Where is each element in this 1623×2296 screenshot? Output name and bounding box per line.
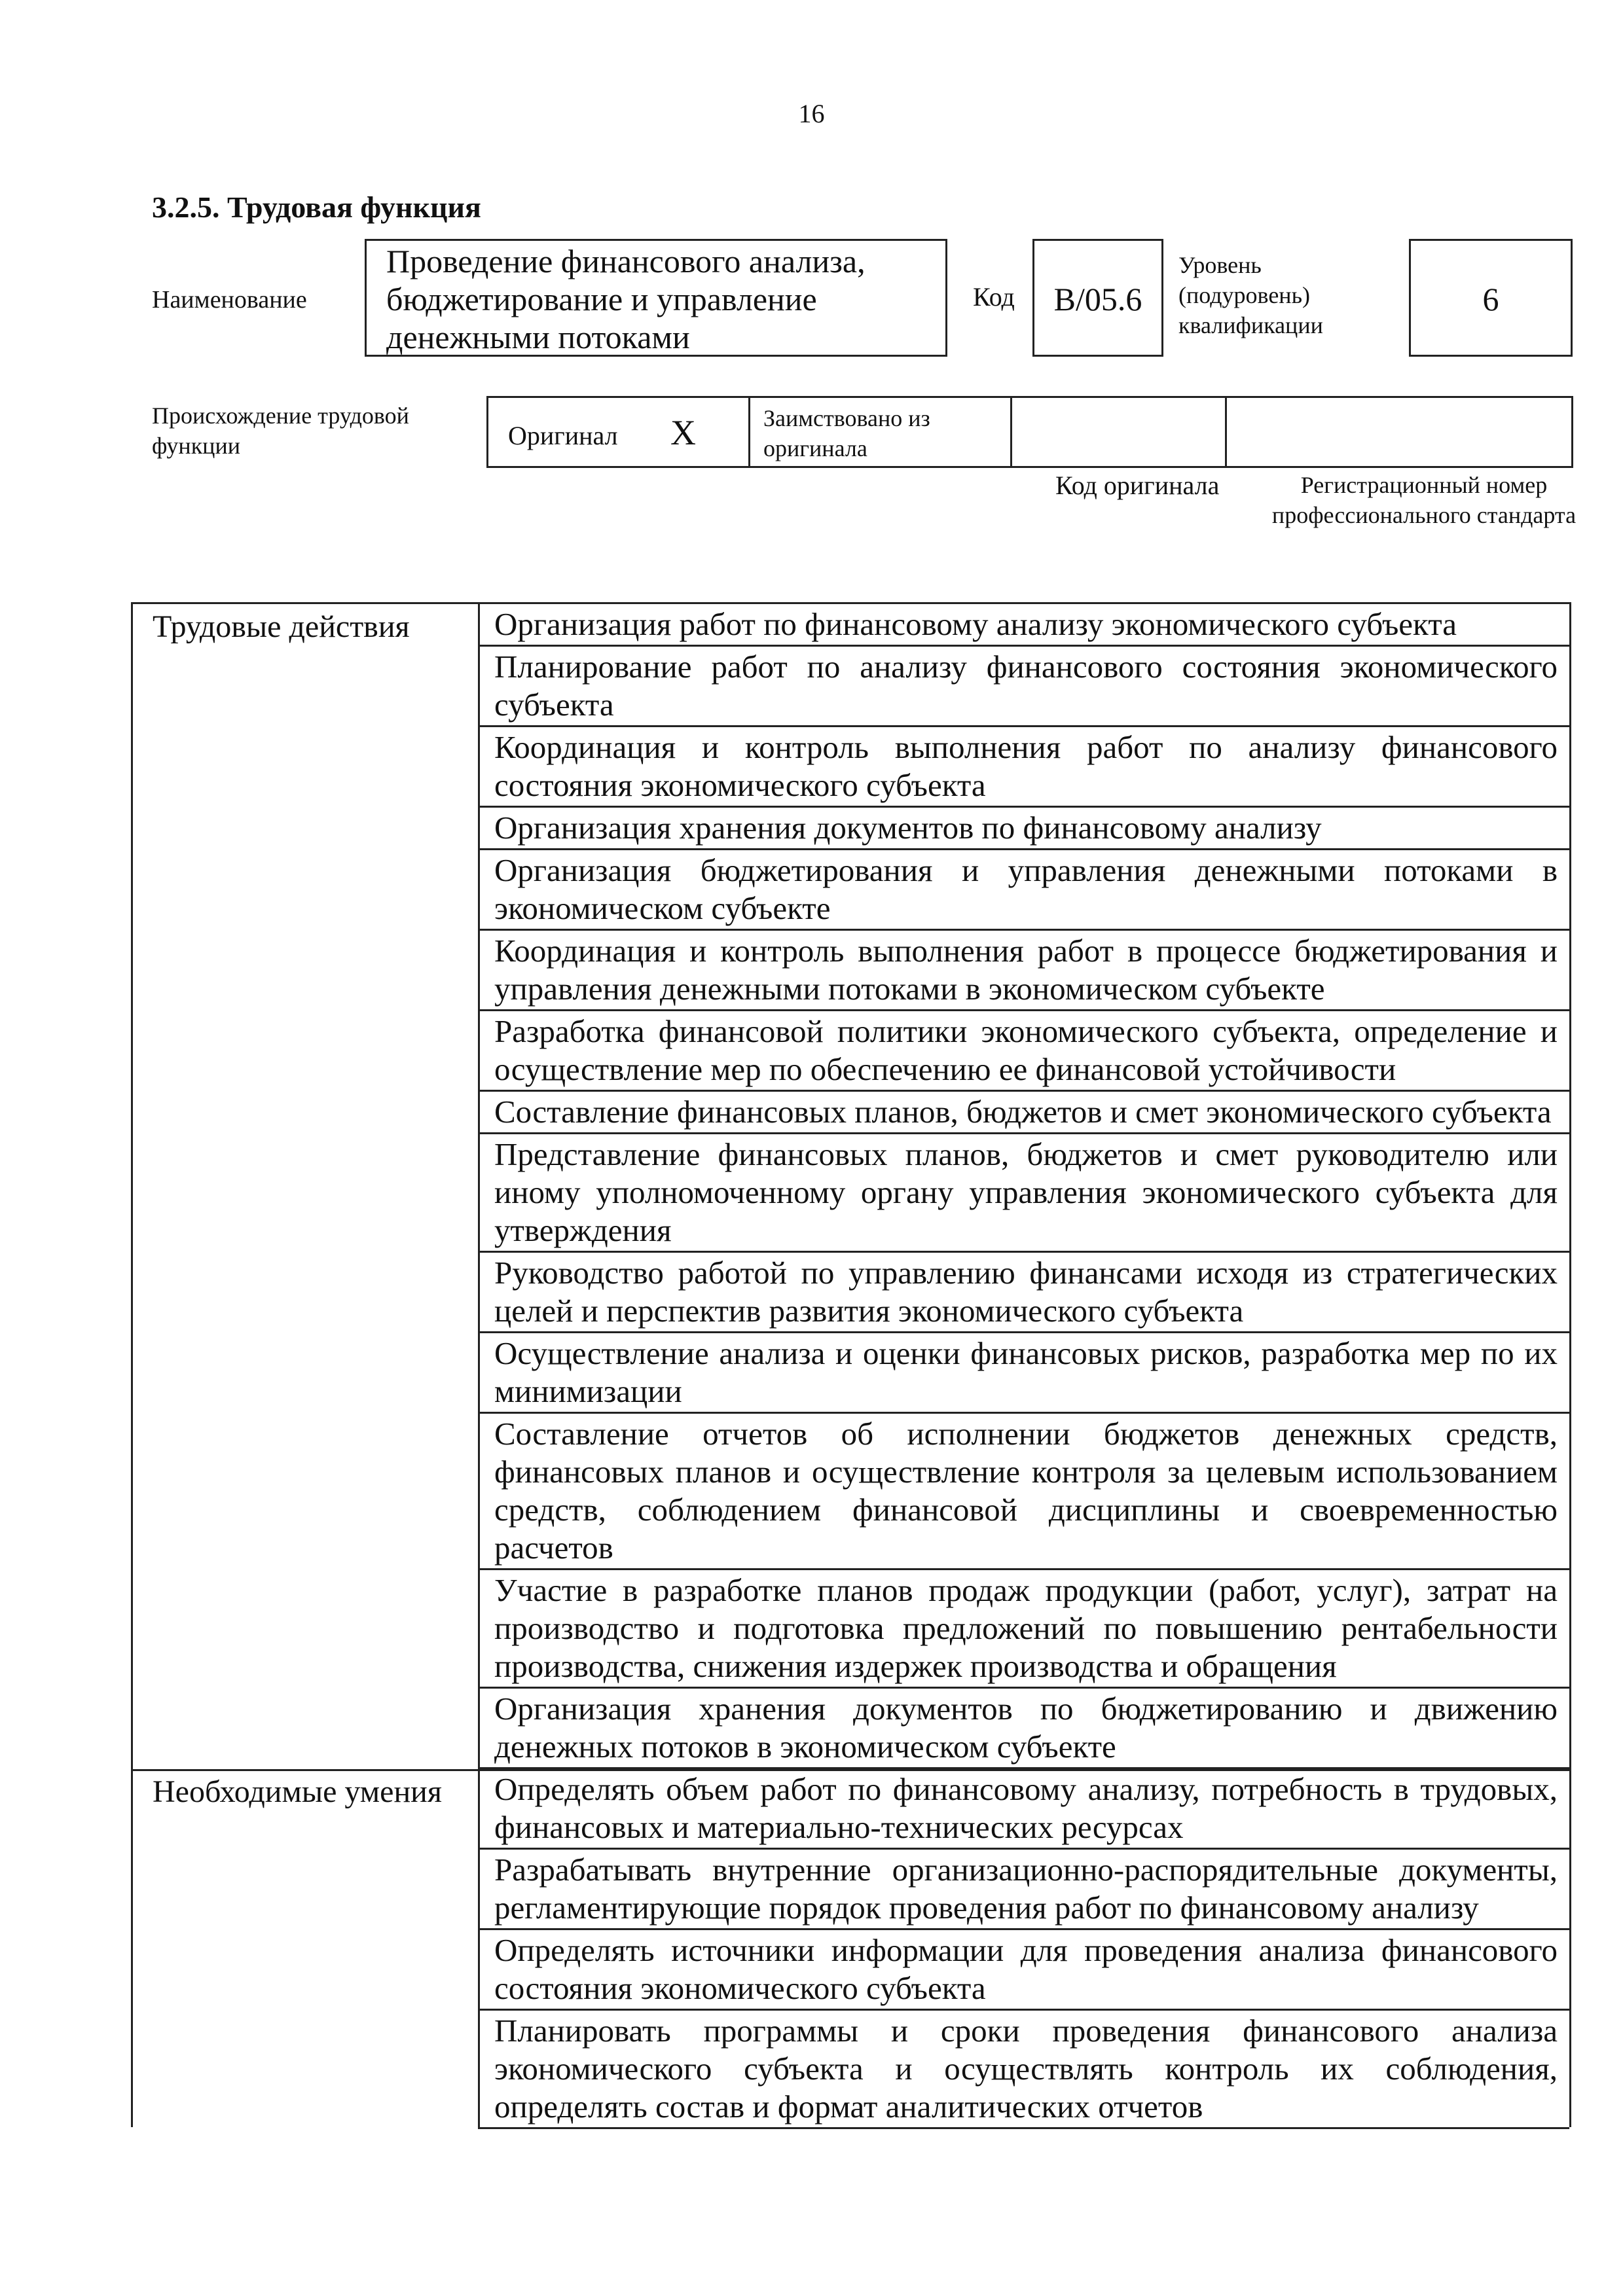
required-skills-list	[480, 1769, 1569, 2129]
labor-action-row: Составление финансовых планов, бюджетов и смет экономического субъекта	[480, 1092, 1569, 1134]
labor-actions-label: Трудовые действия	[153, 609, 410, 644]
level-box	[1409, 239, 1573, 357]
function-code: B/05.6	[1053, 281, 1142, 317]
code-box	[1032, 239, 1163, 357]
skill-row: Определять источники информации для проведения анализа финансового состояния экономического субъекта	[480, 1930, 1569, 2011]
function-name: Проведение финансового анализа, бюджетирование и управление денежными потоками	[386, 243, 866, 355]
page-number: 16	[798, 99, 825, 128]
original-cell	[488, 398, 750, 466]
labor-actions-label-cell	[133, 604, 480, 1769]
skill-row: Планировать программы и сроки проведения финансового анализа экономического субъекта и осуществлять контроль их соблюдения, определять состав и формат аналитических отчетов	[480, 2011, 1569, 2129]
origin-label: Происхождение трудовой функции	[152, 403, 409, 459]
qualification-level: 6	[1482, 281, 1499, 317]
labor-action-row: Организация работ по финансовому анализу экономического субъекта	[480, 604, 1569, 647]
borrowed-label: Заимствовано из оригинала	[763, 405, 930, 461]
level-label: Уровень (подуровень) квалификации	[1178, 252, 1323, 338]
name-label: Наименование	[152, 286, 307, 314]
required-skills-label: Необходимые умения	[153, 1774, 442, 1809]
original-label: Оригинал	[508, 421, 618, 450]
labor-action-row: Руководство работой по управлению финансами исходя из стратегических целей и перспектив развития экономического субъекта	[480, 1253, 1569, 1333]
labor-action-row: Организация хранения документов по финансовому анализу	[480, 808, 1569, 850]
skill-row: Определять объем работ по финансовому анализу, потребность в трудовых, финансовых и материально-технических ресурсах	[480, 1769, 1569, 1850]
original-code-cell	[1012, 398, 1227, 466]
labor-action-row: Координация и контроль выполнения работ по анализу финансового состояния экономического субъекта	[480, 727, 1569, 808]
skill-row: Разрабатывать внутренние организационно-распорядительные документы, регламентирующие порядок проведения работ по финансовому анализу	[480, 1850, 1569, 1930]
labor-action-row: Организация хранения документов по бюджетированию и движению денежных потоков в экономическом субъекте	[480, 1689, 1569, 1769]
section-title: 3.2.5. Трудовая функция	[152, 190, 481, 224]
labor-action-row: Представление финансовых планов, бюджетов и смет руководителю или иному уполномоченному органу управления экономического субъекта для утверждения	[480, 1134, 1569, 1253]
labor-action-row: Участие в разработке планов продаж продукции (работ, услуг), затрат на производство и подготовка предложений по повышению рентабельности производства, снижения издержек производства и обращения	[480, 1570, 1569, 1689]
labor-action-row: Координация и контроль выполнения работ в процессе бюджетирования и управления денежными потоками в экономическом субъекте	[480, 931, 1569, 1011]
borrowed-cell	[750, 398, 1012, 466]
name-box	[365, 239, 947, 357]
labor-action-row: Осуществление анализа и оценки финансовых рисков, разработка мер по их минимизации	[480, 1333, 1569, 1414]
origin-table	[486, 396, 1573, 468]
registration-caption: Регистрационный номер профессионального стандарта	[1271, 472, 1577, 528]
labor-action-row: Планирование работ по анализу финансового состояния экономического субъекта	[480, 647, 1569, 727]
labor-action-row: Организация бюджетирования и управления денежными потоками в экономическом субъекте	[480, 850, 1569, 931]
original-code-caption: Код оригинала	[1055, 471, 1220, 500]
required-skills-label-cell	[133, 1769, 480, 2129]
labor-action-row: Разработка финансовой политики экономического субъекта, определение и осуществление мер по обеспечению ее финансовой устойчивости	[480, 1011, 1569, 1092]
original-mark: X	[670, 413, 696, 452]
main-table	[131, 602, 1571, 2127]
labor-actions-list	[480, 604, 1569, 1769]
code-label: Код	[973, 282, 1015, 312]
labor-action-row: Составление отчетов об исполнении бюджетов денежных средств, финансовых планов и осуществление контроля за целевым использованием средств, соблюдением финансовой дисциплины и своевременностью расчетов	[480, 1414, 1569, 1570]
